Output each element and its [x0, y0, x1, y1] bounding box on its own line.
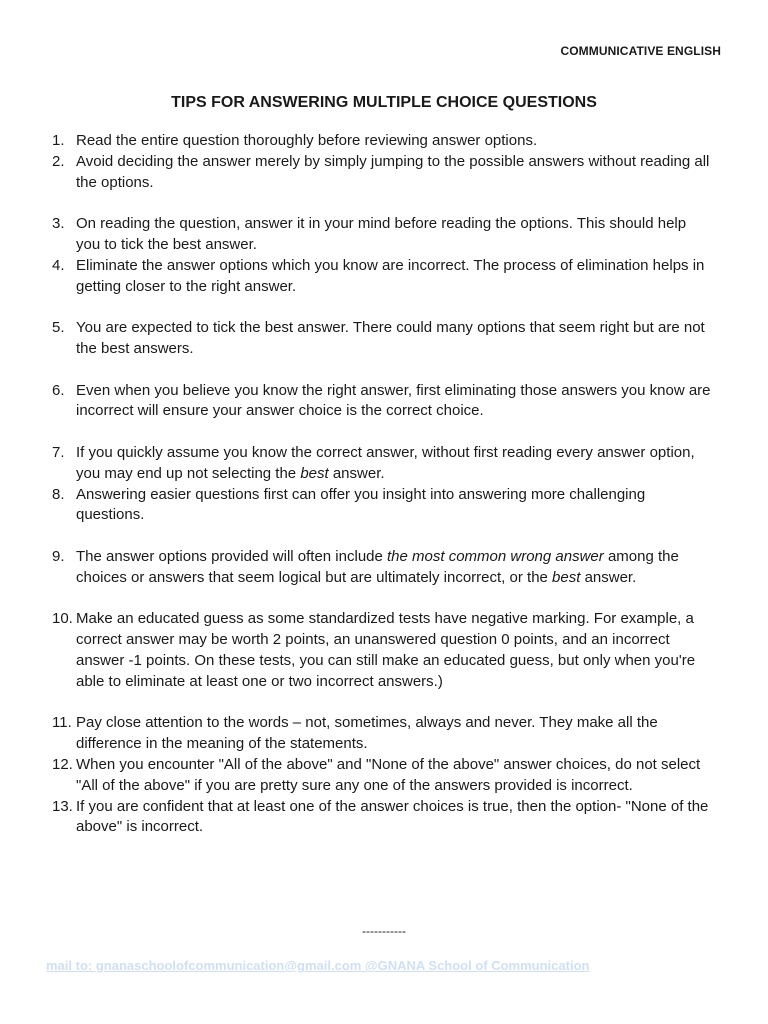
tip-number: 7. [52, 443, 65, 461]
tip-item-10 [52, 609, 712, 692]
tip-text-run: If you are confident that at least one of the answer choices is true, then the option- "None of the above" is incorrect. [76, 797, 709, 836]
tip-item-4 [52, 256, 712, 298]
tip-item-8 [52, 485, 712, 527]
tip-text-run: Answering easier questions first can offer you insight into answering more challenging questions. [76, 485, 646, 524]
tip-number: 1. [52, 132, 65, 149]
end-separator: ----------- [362, 924, 406, 938]
tip-text-run: answer. [580, 568, 637, 586]
tip-number: 11. [52, 714, 72, 732]
tip-text-run: You are expected to tick the best answer. There could many options that seem right but are not the best answers. [76, 319, 705, 357]
tip-text-run: When you encounter "All of the above" and "None of the above" answer choices, do not select "All of the above" if you are pretty sure any one of the answers provided is incorrect. [76, 755, 701, 794]
tip-number: 3. [52, 215, 65, 233]
tip-text [76, 609, 712, 692]
tips-list [52, 131, 712, 838]
footer-contact-link[interactable]: mail to: gnanaschoolofcommunication@gmail.com @GNANA School of Communication [46, 958, 590, 973]
tip-item-11 [52, 713, 712, 755]
tip-number: 9. [52, 547, 65, 565]
tip-number: 8. [52, 485, 65, 503]
tip-item-2 [52, 152, 712, 194]
tip-number: 2. [52, 152, 65, 170]
tip-number: 12. [52, 755, 73, 773]
tip-item-12 [52, 755, 712, 797]
tip-text [76, 755, 712, 797]
tip-text [76, 214, 712, 256]
tip-number: 4. [52, 256, 65, 274]
tip-text-run: Make an educated guess as some standardized tests have negative marking. For example, a correct answer may be worth 2 points, an unanswered question 0 points, and an incorrect answer -1 points. On these tests, you can still make an educated guess, but only when you're able to eliminate at least one or two incorrect answers.) [76, 610, 696, 690]
tip-text-run: Pay close attention to the words – not, sometimes, always and never. They make all the difference in the meaning of the statements. [76, 714, 658, 753]
tip-number: 5. [52, 319, 65, 337]
tip-text [76, 443, 712, 485]
tip-emphasis: best [552, 568, 581, 586]
tip-text-run: If you quickly assume you know the correct answer, without first reading every answer option, you may end up not selecting the [76, 443, 695, 482]
tip-text [76, 485, 712, 527]
tip-emphasis: the most common wrong answer [387, 547, 604, 565]
tip-text [76, 318, 712, 360]
page-title: TIPS FOR ANSWERING MULTIPLE CHOICE QUESTIONS [171, 94, 597, 111]
tip-text [76, 713, 712, 755]
course-header: COMMUNICATIVE ENGLISH [560, 44, 721, 58]
tip-item-13 [52, 797, 712, 839]
tip-text [76, 797, 712, 839]
tip-text [76, 256, 712, 298]
tip-item-9 [52, 547, 712, 589]
tip-number: 13. [52, 797, 73, 815]
tip-number: 10. [52, 610, 73, 628]
tip-item-1 [52, 131, 712, 152]
tip-text-run: Avoid deciding the answer merely by simply jumping to the possible answers without reading all the options. [76, 152, 710, 191]
tip-text [76, 131, 712, 152]
tip-text-run: Even when you believe you know the right answer, first eliminating those answers you know are incorrect will ensure your answer choice is the correct choice. [76, 381, 711, 420]
tip-item-7 [52, 443, 712, 485]
tip-item-6 [52, 381, 712, 423]
tip-item-3 [52, 214, 712, 256]
tip-text-run: among the choices or answers that seem logical but are ultimately incorrect, or the [76, 547, 679, 586]
tip-text [76, 547, 712, 589]
tip-text-run: answer. [328, 464, 385, 482]
tip-text-run: On reading the question, answer it in your mind before reading the options. This should help you to tick the best answer. [76, 215, 687, 253]
tip-text-run: Read the entire question thoroughly before reviewing answer options. [76, 132, 538, 149]
tip-text-run: The answer options provided will often include [76, 547, 388, 565]
tip-text [76, 152, 712, 194]
tip-number: 6. [52, 381, 65, 399]
tip-emphasis: best [300, 464, 329, 482]
tip-text [76, 381, 712, 423]
tip-item-5 [52, 318, 712, 360]
tip-text-run: Eliminate the answer options which you know are incorrect. The process of elimination helps in getting closer to the right answer. [76, 256, 705, 295]
